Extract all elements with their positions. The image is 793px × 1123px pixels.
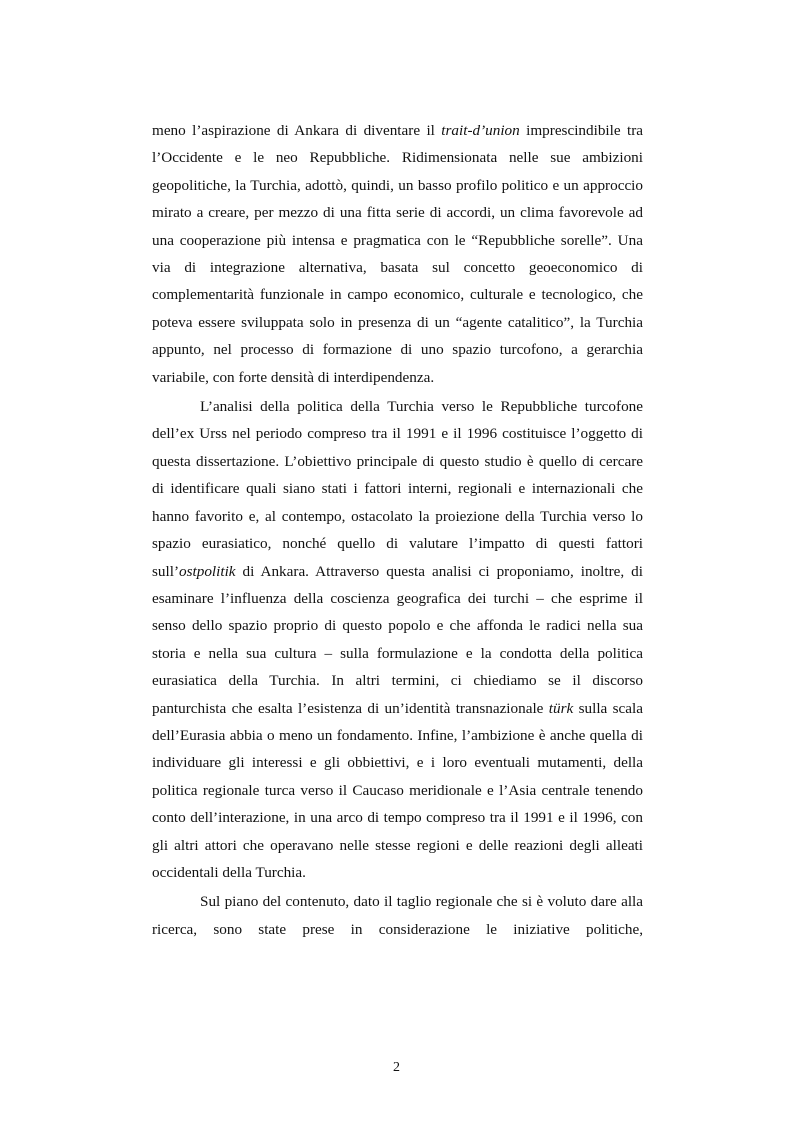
paragraph-3-run-1: Sul piano del contenuto, dato il taglio regionale che si è voluto dare alla ricerca, sono state prese in considerazione le iniziative politiche, [152, 893, 643, 938]
paragraph-1-run-3: imprescindibile tra l’Occidente e le neo Repubbliche. Ridimensionata nelle sue ambizioni geopolitiche, la Turchia, adottò, quindi, un basso profilo politico e un approccio mirato a creare, per mezzo di una fitta serie di accordi, un clima favorevole ad una cooperazione più intensa e pragmatica con le “Repubbliche sorelle”. Una via di integrazione alternativa, basata sul concetto geoeconomico di complementarità funzionale in campo economico, culturale e tecnologico, che poteva essere sviluppata solo in presenza di un “agente catalitico”, la Turchia appunto, nel processo di formazione di uno spazio turcofono, a gerarchia variabile, con forte densità di interdipendenza. [152, 122, 644, 386]
paragraph-1-run-2-italic: trait-d’union [441, 122, 520, 139]
paragraph-2-run-5: sulla scala dell’Eurasia abbia o meno un fondamento. Infine, l’ambizione è anche quella di individuare gli interessi e gli obbiettivi, e i loro eventuali mutamenti, della politica regionale turca verso il Caucaso meridionale e l’Asia centrale tenendo conto dell’interazione, in una arco di tempo compreso tra il 1991 e il 1996, con gli altri attori che operavano nelle stesse regioni e delle reazioni degli alleati occidentali della Turchia. [152, 699, 643, 881]
paragraph-2-run-4-italic: türk [548, 699, 574, 717]
paragraph-2-run-1: L’analisi della politica della Turchia verso le Repubbliche turcofone dell’ex Urss nel periodo compreso tra il 1991 e il 1996 costituisce l’oggetto di questa dissertazione. L’obiettivo principale di questo studio è quello di cercare di identificare quali siano stati i fattori interni, regionali e internazionali che hanno favorito e, al contempo, ostacolato la proiezione della Turchia verso lo spazio eurasiatico, nonché quello di valutare l’impatto di questi fattori sull’ [152, 398, 643, 580]
paragraph-2 [152, 393, 643, 886]
paragraph-3 [152, 888, 643, 943]
page-number: 2 [393, 1060, 400, 1075]
paragraph-1-run-1: meno l’aspirazione di Ankara di diventare il [152, 122, 442, 139]
paragraph-2-run-2-italic: ostpolitik [179, 562, 236, 580]
paragraph-1 [152, 117, 643, 391]
paragraph-2-run-3: di Ankara. Attraverso questa analisi ci proponiamo, inoltre, di esaminare l’influenza della coscienza geografica dei turchi – che esprime il senso dello spazio proprio di questo popolo e che affonda le radici nella sua storia e nella sua cultura – sulla formulazione e la condotta della politica eurasiatica della Turchia. In altri termini, ci chiediamo se il discorso panturchista che esalta l’esistenza di un’identità transnazionale [152, 562, 643, 717]
document-page [152, 117, 643, 943]
